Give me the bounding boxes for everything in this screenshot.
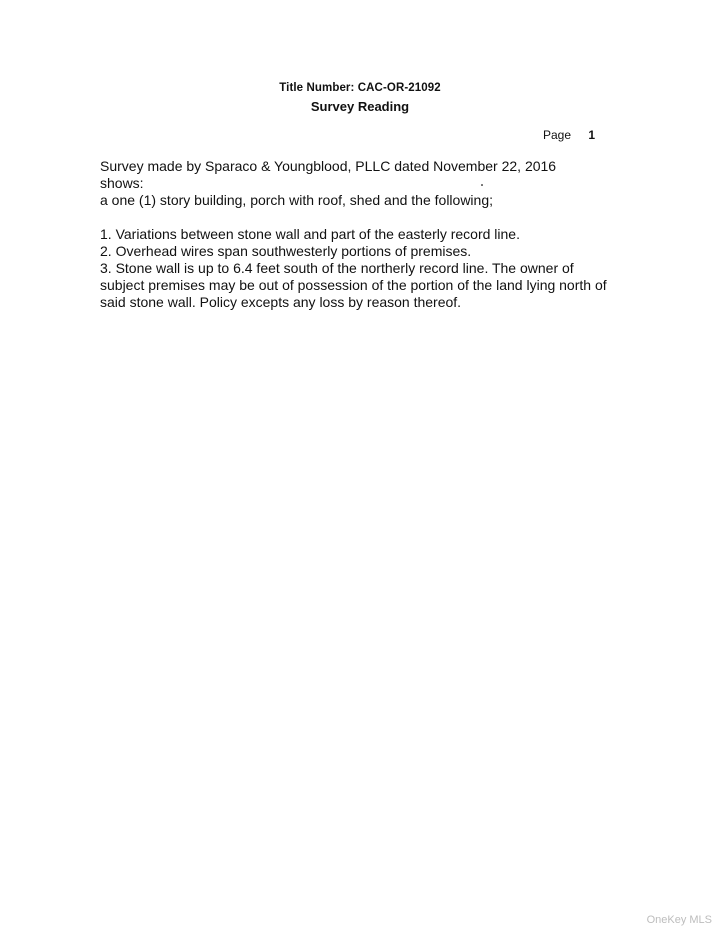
intro-line-1: Survey made by Sparaco & Youngblood, PLLC dated November 22, 2016	[100, 158, 557, 174]
title-number-value: CAC-OR-21092	[357, 82, 441, 94]
paragraph-gap	[100, 209, 620, 226]
title-number-line	[0, 82, 720, 94]
survey-item-3: 3. Stone wall is up to 6.4 feet south of the northerly record line. The owner of subject premises may be out of possession of the portion of the land lying north of said stone wall. Policy excepts any loss by reason thereof.	[100, 260, 607, 310]
watermark: OneKey MLS	[646, 914, 712, 926]
scan-speck	[481, 184, 483, 186]
survey-item-1: 1. Variations between stone wall and part of the easterly record line.	[100, 226, 520, 242]
survey-body	[100, 158, 620, 311]
title-number-label: Title Number:	[279, 82, 355, 94]
page-indicator	[543, 128, 595, 142]
document-heading: Survey Reading	[310, 99, 410, 114]
page-label: Page	[543, 128, 572, 142]
page-number: 1	[588, 128, 596, 142]
intro-line-3: a one (1) story building, porch with roof, shed and the following;	[100, 192, 494, 208]
survey-item-2: 2. Overhead wires span southwesterly portions of premises.	[100, 243, 472, 259]
intro-line-2: shows:	[100, 175, 144, 191]
